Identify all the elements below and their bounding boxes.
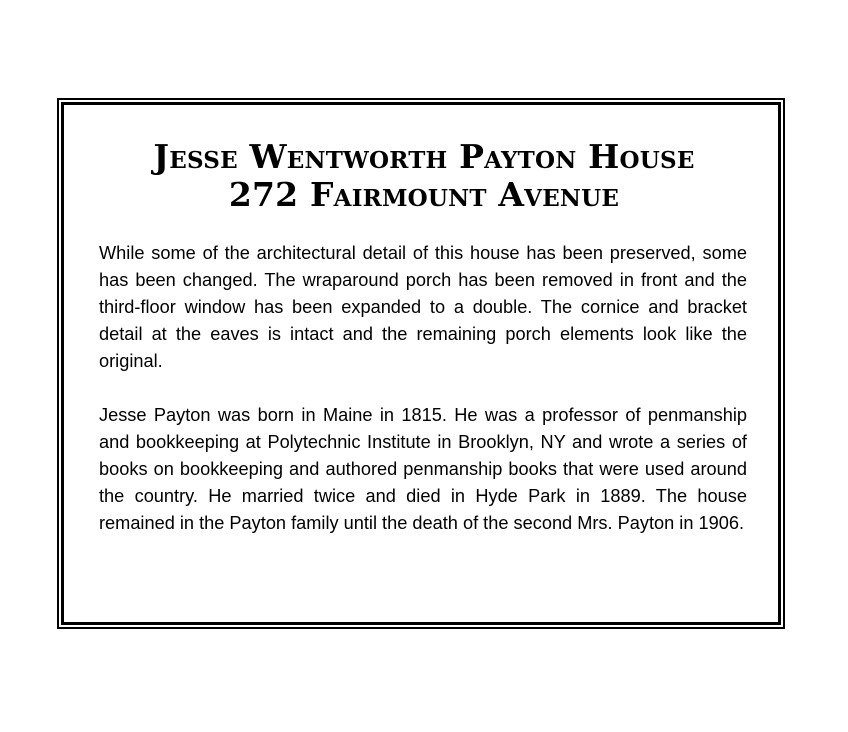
plaque-title [0,138,848,214]
paragraph-biography: Jesse Payton was born in Maine in 1815. He was a professor of penmanship and bookkeeping at Polytechnic Institute in Brooklyn, NY and wrote a series of books on bookkeeping and authored penmanship books that were used around the country. He married twice and died in Hyde Park in 1889. The house remained in the Payton family until the death of the second Mrs. Payton in 1906. [99,405,747,533]
paragraph-architecture: While some of the architectural detail of this house has been preserved, some has been changed. The wraparound porch has been removed in front and the third-floor window has been expanded to a double. The cornice and bracket detail at the eaves is intact and the remaining porch elements look like the original. [99,243,747,371]
title-house-name: Jesse Wentworth Payton House [153,137,695,176]
plaque-body [99,240,747,564]
title-address: 272 Fairmount Avenue [228,175,620,214]
